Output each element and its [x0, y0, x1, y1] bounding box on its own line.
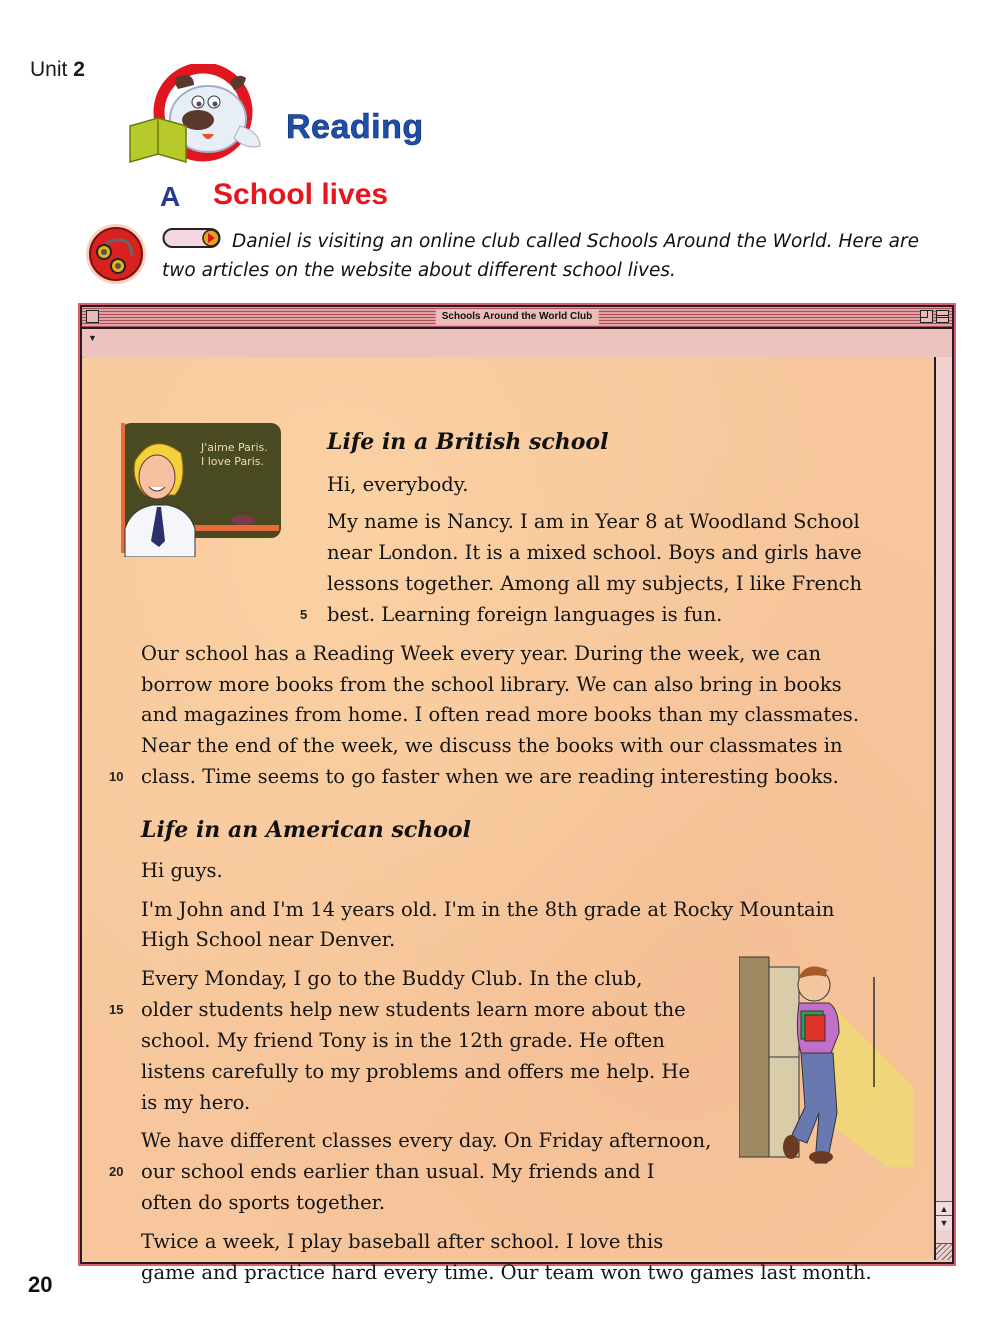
resize-grip-icon[interactable]	[936, 1243, 952, 1260]
close-icon[interactable]	[86, 310, 99, 323]
section-title: Reading	[286, 108, 424, 146]
collapse-icon[interactable]	[936, 310, 949, 323]
unit-prefix: Unit	[30, 58, 68, 81]
text-line: school. My friend Tony is in the 12th grade. He often	[141, 1029, 665, 1052]
zoom-icon[interactable]	[920, 310, 933, 323]
text-line: Every Monday, I go to the Buddy Club. In the club,	[141, 967, 643, 990]
window-title: Schools Around the World Club	[436, 309, 599, 325]
text-line: Near the end of the week, we discuss the books with our classmates in	[141, 734, 843, 757]
text-line: lessons together. Among all my subjects, I like French	[327, 572, 863, 595]
scroll-down-arrow-icon[interactable]: ▼	[936, 1215, 952, 1230]
article-heading-american: Life in an American school	[141, 817, 471, 843]
line-number: 15	[109, 1002, 124, 1017]
sub-section-title: School lives	[213, 178, 389, 211]
text-line: best. Learning foreign languages is fun.	[327, 603, 723, 626]
browser-window	[80, 305, 954, 1284]
text-line: High School near Denver.	[141, 928, 396, 951]
text-line: Our school has a Reading Week every year. During the week, we can	[141, 642, 822, 665]
greeting-british: Hi, everybody.	[327, 473, 469, 496]
disclosure-triangle-icon[interactable]: ▼	[88, 333, 97, 343]
text-line: older students help new students learn more about the	[141, 998, 686, 1021]
page-number: 20	[28, 1272, 53, 1297]
nancy-chalkboard-illustration	[111, 417, 286, 557]
john-locker-illustration	[739, 947, 919, 1167]
dog-mascot-reading-icon	[118, 64, 288, 174]
chalkboard-text-1: J'aime Paris.	[201, 441, 268, 454]
toolbar-strip	[82, 329, 952, 358]
text-line: listens carefully to my problems and offers me help. He	[141, 1060, 690, 1083]
line-number: 20	[109, 1164, 124, 1179]
text-line: Twice a week, I play baseball after school. I love this	[141, 1230, 664, 1253]
text-line: We have different classes every day. On Friday afternoon,	[141, 1129, 712, 1152]
line-number: 5	[300, 607, 308, 622]
text-line: near London. It is a mixed school. Boys and girls have	[327, 541, 862, 564]
scroll-up-arrow-icon[interactable]: ▲	[936, 1201, 952, 1216]
text-line: I'm John and I'm 14 years old. I'm in the 8th grade at Rocky Mountain	[141, 898, 835, 921]
text-line: our school ends earlier than usual. My friends and I	[141, 1160, 655, 1183]
window-content	[84, 357, 934, 1284]
intro-text: Daniel is visiting an online club called Schools Around the World. Here are two articles on the website about different school lives.	[162, 231, 920, 281]
text-line: class. Time seems to go faster when we are reading interesting books.	[141, 765, 839, 788]
line-number: 10	[109, 769, 124, 784]
sub-section-letter: A	[160, 181, 181, 212]
vertical-scrollbar[interactable]	[934, 357, 952, 1260]
unit-number: 2	[73, 58, 85, 81]
text-line: is my hero.	[141, 1091, 251, 1114]
article-heading-british: Life in a British school	[327, 429, 609, 455]
greeting-american: Hi guys.	[141, 859, 223, 882]
text-line: and magazines from home. I often read more books than my classmates.	[141, 703, 860, 726]
unit-label	[30, 58, 85, 82]
text-line: game and practice hard every time. Our team won two games last month.	[141, 1261, 872, 1284]
chalkboard-text-2: I love Paris.	[201, 455, 264, 468]
audio-cd-icon[interactable]	[84, 222, 148, 286]
text-line: My name is Nancy. I am in Year 8 at Woodland School	[327, 510, 860, 533]
window-titlebar[interactable]	[82, 307, 952, 329]
text-line: often do sports together.	[141, 1191, 386, 1214]
text-line: borrow more books from the school library. We can also bring in books	[141, 673, 842, 696]
